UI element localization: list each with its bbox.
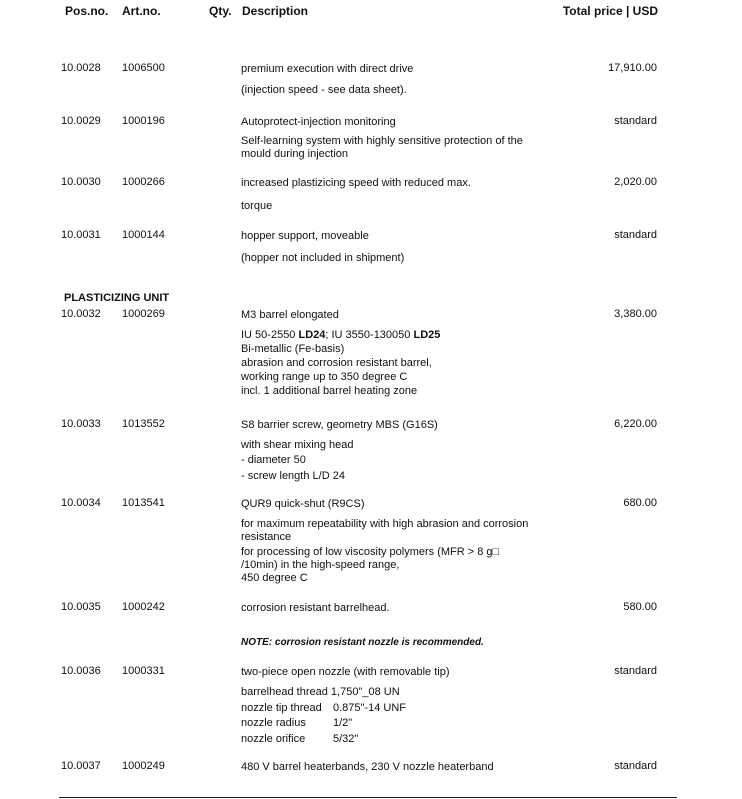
description-title: S8 barrier screw, geometry MBS (G16S) <box>241 419 438 431</box>
total-price: 580.00 <box>623 601 657 613</box>
total-price: 6,220.00 <box>614 418 657 430</box>
pos-no: 10.0030 <box>61 176 101 188</box>
description <box>241 308 541 398</box>
pos-no: 10.0029 <box>61 115 101 127</box>
pos-no: 10.0033 <box>61 418 101 430</box>
description-line: 450 degree C <box>241 572 308 584</box>
description-line: (injection speed - see data sheet). <box>241 84 407 96</box>
description-line: mould during injection <box>241 148 349 160</box>
total-price: 3,380.00 <box>614 308 657 320</box>
total-price: standard <box>614 760 657 772</box>
pos-no: 10.0032 <box>61 308 101 320</box>
description-line: with shear mixing head <box>241 439 354 451</box>
spec-row: nozzle radius 1/2" <box>241 717 353 729</box>
ld-variant-line: IU 50-2550 LD24; IU 3550-130050 LD25 <box>241 329 441 341</box>
pos-no: 10.0035 <box>61 601 101 613</box>
art-no: 1000144 <box>122 229 165 241</box>
total-price: standard <box>614 115 657 127</box>
description-line: for processing of low viscosity polymers (MFR > 8 g□ <box>241 546 500 558</box>
spec-row: nozzle orifice 5/32" <box>241 733 359 745</box>
description-line: working range up to 350 degree C <box>241 371 408 383</box>
spec-row: barrelhead thread 1,750"_08 UN <box>241 686 400 698</box>
description <box>241 665 541 746</box>
description <box>241 601 541 615</box>
pos-no: 10.0034 <box>61 497 101 509</box>
description <box>241 418 541 483</box>
description <box>241 176 541 213</box>
description-title: premium execution with direct drive <box>241 63 414 75</box>
description-title: Autoprotect-injection monitoring <box>241 116 396 128</box>
art-no: 1013552 <box>122 418 165 430</box>
description-line: for maximum repeatability with high abrasion and corrosion <box>241 518 529 530</box>
pos-no: 10.0031 <box>61 229 101 241</box>
pos-no: 10.0028 <box>61 62 101 74</box>
section-heading-plasticizing-unit: PLASTICIZING UNIT <box>64 292 170 304</box>
art-no: 1000266 <box>122 176 165 188</box>
pos-no: 10.0036 <box>61 665 101 677</box>
description-line: torque <box>241 200 273 212</box>
description-title: QUR9 quick-shut (R9CS) <box>241 498 365 510</box>
description-line: - screw length L/D 24 <box>241 470 345 482</box>
description <box>241 62 541 97</box>
description-title: M3 barrel elongated <box>241 309 339 321</box>
header-total-price: Total price | USD <box>562 4 658 18</box>
description-line: abrasion and corrosion resistant barrel, <box>241 357 432 369</box>
description-line: Bi-metallic (Fe-basis) <box>241 343 345 355</box>
art-no: 1000249 <box>122 760 165 772</box>
total-price: 2,020.00 <box>614 176 657 188</box>
total-price: 17,910.00 <box>608 62 657 74</box>
art-no: 1000196 <box>122 115 165 127</box>
description <box>241 229 541 265</box>
art-no: 1000242 <box>122 601 165 613</box>
description-line: /10min) in the high-speed range, <box>241 559 400 571</box>
description-line: - diameter 50 <box>241 454 306 466</box>
description-line: incl. 1 additional barrel heating zone <box>241 385 418 397</box>
art-no: 1000269 <box>122 308 165 320</box>
total-price: standard <box>614 229 657 241</box>
description-line: (hopper not included in shipment) <box>241 252 405 264</box>
description <box>241 115 541 161</box>
art-no: 1013541 <box>122 497 165 509</box>
art-no: 1006500 <box>122 62 165 74</box>
description-title: corrosion resistant barrelhead. <box>241 602 390 614</box>
header-qty: Qty. <box>209 4 232 18</box>
total-price: standard <box>614 665 657 677</box>
description-title: increased plastizicing speed with reduced max. <box>241 177 471 189</box>
spec-row: nozzle tip thread 0.875"-14 UNF <box>241 702 406 714</box>
total-price: 680.00 <box>623 497 657 509</box>
description <box>241 760 581 774</box>
description-title: 480 V barrel heaterbands, 230 V nozzle heaterband <box>241 761 494 773</box>
header-art-no: Art.no. <box>122 4 161 18</box>
footer-divider <box>59 797 677 798</box>
description-title: two-piece open nozzle (with removable tip) <box>241 666 450 678</box>
description <box>241 497 541 585</box>
pos-no: 10.0037 <box>61 760 101 772</box>
nozzle-note: NOTE: corrosion resistant nozzle is recommended. <box>241 637 484 648</box>
header-pos-no: Pos.no. <box>65 4 109 18</box>
header-description: Description <box>242 4 309 18</box>
art-no: 1000331 <box>122 665 165 677</box>
description-line: Self-learning system with highly sensitive protection of the <box>241 135 523 147</box>
description-title: hopper support, moveable <box>241 230 369 242</box>
description-line: resistance <box>241 531 292 543</box>
